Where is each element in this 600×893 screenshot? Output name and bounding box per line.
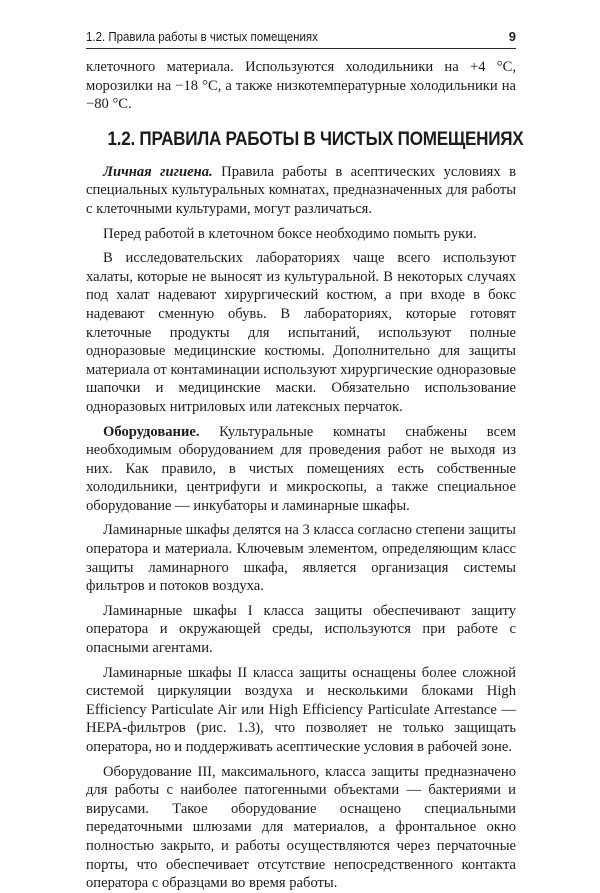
running-title: 1.2. Правила работы в чистых помещениях: [86, 30, 318, 44]
paragraph-personal-hygiene: [86, 163, 516, 219]
paragraph-lead-equipment: Оборудование.: [103, 423, 200, 440]
intro-paragraph: клеточного материала. Используются холодильники на +4 °С, морозилки на −18 °С, а также низкотемпературные холодильники на −80 °С.: [86, 59, 516, 113]
section-heading: 1.2. ПРАВИЛА РАБОТЫ В ЧИСТЫХ ПОМЕЩЕНИЯХ: [107, 128, 524, 150]
page-body: [86, 58, 524, 893]
paragraph-text: Правила работы в асептических условиях в специальных культуральных комнатах, предназначенных для работы с клеточными культурами, могут различаться.: [86, 163, 516, 217]
paragraph-class-1: [86, 602, 516, 658]
paragraph-text: В исследовательских лабораториях чаще всего используют халаты, которые не выносят из культуральной. В некоторых случаях под халат надевают хирургический костюм, а при входе в бокс надевают сменную обувь. В лабораториях, которые готовят клеточные продукты для испытаний, используют полные одноразовые медицинские костюмы. Дополнительно для защиты материала от контаминации используют хирургические одноразовые шапочки и медицинские маски. Обязательно использование одноразовых нитриловых или латексных перчаток.: [86, 250, 516, 415]
paragraph-text: Ламинарные шкафы II класса защиты оснащены более сложной системой циркуляции воздуха и несколькими блоками High Efficiency Particulate Air или High Efficiency Particulate Arrestance — НЕРА-фильтров (рис. 1.3), что позволяет не только защищать оператора, но и поддерживать асептические условия в рабочей зоне.: [86, 664, 516, 755]
paragraph-text: Ламинарные шкафы I класса защиты обеспечивают защиту оператора и окружающей среды, используются при работе с опасными агентами.: [86, 602, 516, 657]
paragraph-text: Перед работой в клеточном боксе необходимо помыть руки.: [103, 225, 477, 242]
paragraph-text: Культуральные комнаты снабжены всем необходимым оборудованием для проведения работ не выходя из них. Как правило, в чистых помещениях есть собственные холодильники, центрифуги и микроскопы, а также специальное оборудование — инкубаторы и ламинарные шкафы.: [86, 423, 516, 514]
paragraph-laminar-classes: [86, 521, 516, 595]
paragraph-text: Ламинарные шкафы делятся на 3 класса согласно степени защиты оператора и материала. Ключевым элементом, определяющим класс защиты ламинарного шкафа, является организация системы фильтров и потоков воздуха.: [86, 522, 516, 595]
paragraph-class-3: [86, 763, 516, 893]
paragraph-class-2: [86, 664, 516, 757]
paragraph-text: Оборудование III, максимального, класса защиты предназначено для работы с наиболее патогенными объектами — бактериями и вирусами. Такое оборудование оснащено специальными передаточными шлюзами для материалов, а фронтальное окно полностью закрыто, и работы осуществляются через перчаточные порты, что обеспечивает отсутствие непосредственного контакта оператора с образцами во время работы.: [86, 763, 516, 892]
paragraph-lead-personal-hygiene: Личная гигиена.: [103, 163, 213, 180]
paragraph-equipment: [86, 423, 516, 516]
paragraph-clothing: [86, 249, 516, 416]
running-header: [86, 26, 516, 49]
paragraph-wash-hands: [86, 225, 516, 244]
page-number: 9: [508, 29, 516, 44]
